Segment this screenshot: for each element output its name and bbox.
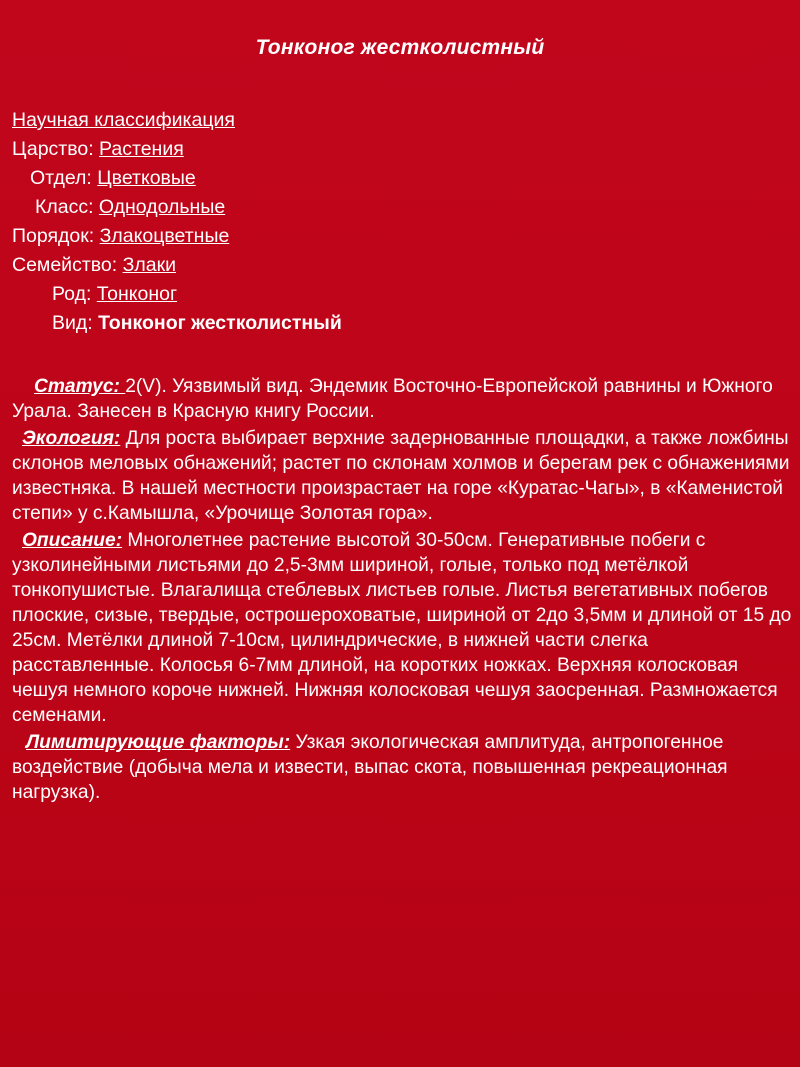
status-paragraph xyxy=(12,374,794,424)
status-label: Статус: xyxy=(34,376,126,397)
class-label: Класс: xyxy=(35,196,99,218)
ecology-text: Для роста выбирает верхние задернованные площадки, а также ложбины склонов меловых обнажений; растет по склонам холмов и берегам рек с обнажениями известняка. В нашей местности произрастает на горе «Куратас-Чагы», в «Каменистой степи» у с.Камышла, «Урочище Золотая гора». xyxy=(12,428,790,524)
details-block xyxy=(12,374,794,805)
classification-row-order xyxy=(12,222,342,251)
description-text: Многолетнее растение высотой 30-50см. Генеративные побеги с узколинейными листьями до 2,5-3мм шириной, голые, только под метёлкой тонкопушистые. Влагалища стеблевых листьев голые. Листья вегетативных побегов плоские, сизые, твердые, острошероховатые, шириной от 2до 3,5мм и длиной от 15 до 25см. Метёлки длиной 7-10см, цилиндрические, в нижней части слегка расставленные. Колосья 6-7мм длиной, на коротких ножках. Верхняя колосковая чешуя немного короче нижней. Нижняя колосковая чешуя заосренная. Размножается семенами. xyxy=(12,530,792,726)
classification-row-genus xyxy=(12,280,342,309)
ecology-label: Экология: xyxy=(22,428,121,449)
species-name: Тонконог жестколистный xyxy=(98,312,342,334)
order-link[interactable]: Злакоцветные xyxy=(99,225,230,247)
genus-link[interactable]: Тонконог xyxy=(96,283,178,305)
description-label: Описание: xyxy=(22,530,123,551)
class-link[interactable]: Однодольные xyxy=(98,196,226,218)
classification-row-family xyxy=(12,251,342,280)
description-paragraph xyxy=(12,528,794,728)
order-label: Порядок: xyxy=(12,225,100,247)
family-link[interactable]: Злаки xyxy=(122,254,177,276)
ecology-paragraph xyxy=(12,426,794,526)
classification-heading: Научная классификация xyxy=(12,109,235,131)
limiting-factors-label: Лимитирующие факторы: xyxy=(26,732,291,753)
kingdom-label: Царство: xyxy=(12,138,100,160)
kingdom-link[interactable]: Растения xyxy=(99,138,184,160)
species-label: Вид: xyxy=(52,312,99,334)
division-label: Отдел: xyxy=(30,167,98,189)
status-text: 2(V). Уязвимый вид. Эндемик Восточно-Европейской равнины и Южного Урала. Занесен в Красную книгу России. xyxy=(12,376,773,422)
limiting-factors-text: Узкая экологическая амплитуда, антропогенное воздействие (добыча мела и извести, выпас скота, повышенная рекреационная нагрузка). xyxy=(12,732,728,803)
classification-row-kingdom xyxy=(12,135,342,164)
family-label: Семейство: xyxy=(12,254,123,276)
limiting-factors-paragraph xyxy=(12,730,794,805)
genus-label: Род: xyxy=(52,283,97,305)
classification-row-class xyxy=(12,193,342,222)
classification-block xyxy=(12,106,342,338)
division-link[interactable]: Цветковые xyxy=(97,167,196,189)
page-title: Тонконог жестколистный xyxy=(255,36,545,59)
classification-row-division xyxy=(12,164,342,193)
classification-row-species xyxy=(12,309,342,338)
